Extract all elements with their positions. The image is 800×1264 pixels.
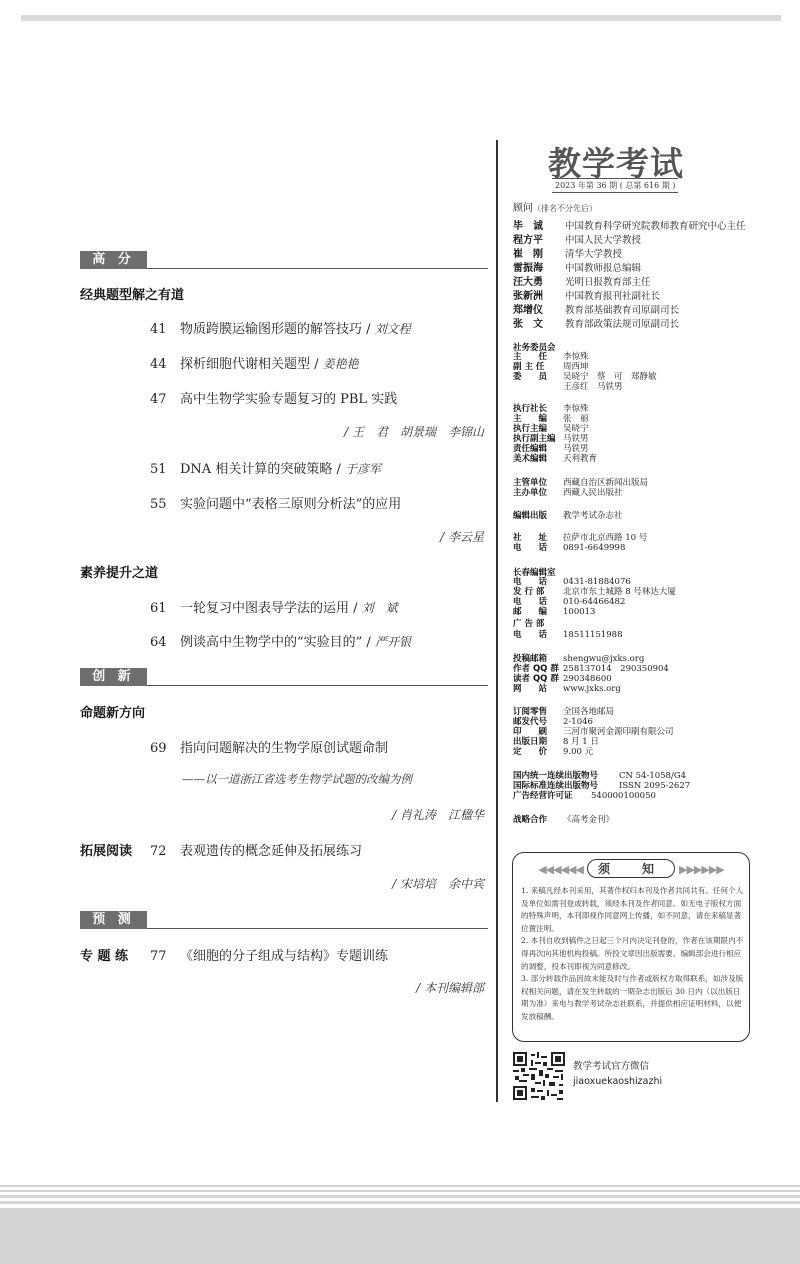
masthead-value: 8 月 1 日 <box>563 737 599 747</box>
page-number: 64 <box>150 635 167 650</box>
masthead-value: 马铁男 <box>563 434 589 444</box>
page-number: 41 <box>150 322 167 337</box>
masthead-row <box>513 587 676 597</box>
masthead-row <box>513 362 589 372</box>
right-arrows-icon: ▶▶▶▶▶▶ <box>679 863 724 876</box>
masthead-row <box>513 707 614 717</box>
masthead-row <box>513 747 593 757</box>
masthead-row <box>513 717 593 727</box>
masthead-value: 2-1046 <box>563 717 593 727</box>
masthead-key: 电 话 <box>513 630 548 640</box>
masthead-key: 出版日期 <box>513 737 548 747</box>
section-tab: 高 分 <box>80 251 147 269</box>
masthead-key: 执行主编 <box>513 424 548 434</box>
subsection-title: 经典题型解之有道 <box>80 288 185 303</box>
page-number: 51 <box>150 462 167 477</box>
toc-entry[interactable] <box>150 840 362 859</box>
toc-entry[interactable] <box>150 458 381 477</box>
notice-item: 2. 本刊自收到稿件之日起三个月内决定刊登的，作者在该期限内不得再次向其他机构投稿。所投文章因出版需要，编辑部会进行相应的调整，投本刊即视为同意修改。 <box>521 936 744 971</box>
wechat-id: jiaoxuekaoshizazhi <box>573 1076 663 1087</box>
advisor-title: 中国人民大学教授 <box>565 235 642 246</box>
masthead-value: 全国各地邮局 <box>563 707 615 717</box>
masthead-row <box>513 727 674 737</box>
page-number: 44 <box>150 357 167 372</box>
masthead-row <box>513 674 612 684</box>
masthead-value: 258137014 290350904 <box>563 664 669 674</box>
masthead-key: 执行社长 <box>513 404 548 414</box>
article-author: 刘文程 <box>374 322 411 336</box>
masthead-key: 网 站 <box>513 684 548 694</box>
masthead-key: 邮 编 <box>513 607 548 617</box>
advisor-name: 郑增仪 <box>513 305 543 316</box>
toc-entry[interactable] <box>150 493 401 512</box>
advisor-name: 张 文 <box>513 319 543 330</box>
masthead-row <box>513 737 599 747</box>
masthead-row <box>513 543 625 553</box>
toc-entry[interactable] <box>150 353 359 372</box>
article-author: / 宋培培 余中宾 <box>392 877 484 891</box>
masthead-row <box>513 791 656 801</box>
masthead-value: 张 丽 <box>563 414 589 424</box>
masthead-key: 主 任 <box>513 352 548 362</box>
committee-title: 社务委员会 <box>513 343 556 353</box>
masthead-key: 委 员 <box>513 372 548 382</box>
advisor-row <box>513 287 660 302</box>
masthead-key: 定 价 <box>513 747 548 757</box>
subsection-title: 素养提升之道 <box>80 566 159 581</box>
masthead-value: 李惊殊 <box>563 404 589 414</box>
subsection-title: 命题新方向 <box>80 706 146 721</box>
masthead-value: 周西坤 <box>563 362 589 372</box>
masthead-value: shengwu@jxks.org <box>563 654 645 664</box>
advisor-row <box>513 245 622 260</box>
advisor-title: 教育部基础教育司原副司长 <box>565 305 680 316</box>
masthead-key: 邮发代号 <box>513 717 548 727</box>
masthead-value: ISSN 2095-2627 <box>619 781 691 791</box>
advisor-name: 雷振海 <box>513 263 543 274</box>
masthead-key: 社 址 <box>513 533 548 543</box>
advisor-row <box>513 273 651 288</box>
masthead-key: 投稿邮箱 <box>513 654 548 664</box>
wechat-qr-code[interactable] <box>513 1052 565 1100</box>
masthead-value: 吴晓宁 <box>563 424 589 434</box>
advisor-name: 程方平 <box>513 235 543 246</box>
notice-header <box>513 859 749 878</box>
masthead-value: 马铁男 <box>563 444 589 454</box>
section-tab: 预 测 <box>80 911 147 929</box>
masthead-key: 战略合作 <box>513 815 548 825</box>
masthead-value: 010-64466482 <box>563 597 626 607</box>
masthead-key: 作者 QQ 群 <box>513 664 559 674</box>
journal-logo: 教学考试 <box>548 144 684 183</box>
advisor-title: 中国教育报刊社副社长 <box>565 291 661 302</box>
page-number: 61 <box>150 601 167 616</box>
masthead-value: 《高考金刊》 <box>563 815 615 825</box>
masthead-row <box>513 664 669 674</box>
masthead-row <box>513 607 595 617</box>
section-yuce <box>80 911 488 929</box>
section-chuangxin <box>80 668 488 686</box>
advisor-name: 崔 刚 <box>513 249 543 260</box>
masthead-value: 三河市聚河金源印刷有限公司 <box>563 727 674 737</box>
page-number: 69 <box>150 741 167 756</box>
advisor-name: 张新洲 <box>513 291 543 302</box>
article-author: 于彦军 <box>344 462 381 476</box>
masthead-value: 100013 <box>563 607 596 617</box>
article-author: / 本刊编辑部 <box>416 981 484 995</box>
column-divider <box>496 140 498 1102</box>
masthead-key: 主管单位 <box>513 478 548 488</box>
left-arrows-icon: ◀◀◀◀◀◀ <box>538 863 583 876</box>
masthead-row <box>513 619 563 629</box>
masthead-key: 发 行 部 <box>513 587 545 597</box>
advisor-row <box>513 231 641 246</box>
toc-entry[interactable] <box>150 388 397 407</box>
page-number: 72 <box>150 844 167 859</box>
article-title: 例谈高中生物学中的“实验目的” / <box>180 635 375 650</box>
masthead-value: 王彦红 马铁男 <box>563 382 623 392</box>
article-title: 表观遗传的概念延伸及拓展练习 <box>180 844 363 859</box>
page-number: 77 <box>150 949 167 964</box>
masthead-key: 广告经营许可证 <box>513 791 573 801</box>
masthead-row <box>513 511 623 521</box>
advisor-title: 中国教育科学研究院教师教育研究中心主任 <box>565 221 746 232</box>
masthead-key: 广 告 部 <box>513 619 545 629</box>
masthead-row <box>513 478 648 488</box>
article-title: 高中生物学实验专题复习的 PBL 实践 <box>180 392 398 407</box>
section-rule <box>147 685 488 686</box>
section-gaofen <box>80 251 488 269</box>
masthead-row <box>513 654 644 664</box>
article-subtitle: ——以一道浙江省选考生物学试题的改编为例 <box>182 772 412 786</box>
masthead-row <box>513 372 657 382</box>
masthead-key: 订阅零售 <box>513 707 548 717</box>
toc-entry[interactable] <box>150 945 388 964</box>
article-title: 一轮复习中图表导学法的运用 / <box>180 601 362 616</box>
advisor-title: 清华大学教授 <box>565 249 623 260</box>
advisors-note: （排名不分先后） <box>533 204 597 213</box>
stripe <box>0 1190 800 1192</box>
article-author: 刘 斌 <box>361 601 398 615</box>
masthead-key: 读者 QQ 群 <box>513 674 559 684</box>
advisor-title: 中国教师报总编辑 <box>565 263 642 274</box>
masthead-value: 18511151988 <box>563 630 623 640</box>
column-label: 专 题 练 <box>80 949 129 964</box>
column-label: 拓展阅读 <box>80 844 133 859</box>
masthead-value: 教学考试杂志社 <box>563 511 623 521</box>
masthead-row <box>513 444 589 454</box>
stripe <box>0 1201 800 1204</box>
masthead-row <box>513 630 623 640</box>
masthead-row <box>513 488 623 498</box>
masthead-row <box>513 533 647 543</box>
advisor-row <box>513 315 679 330</box>
masthead-key: 电 话 <box>513 597 548 607</box>
article-author: / 肖礼涛 江楹华 <box>392 808 484 822</box>
masthead-row <box>513 577 631 587</box>
section-tab: 创 新 <box>80 668 147 686</box>
section-rule <box>147 928 488 929</box>
masthead-row <box>513 404 589 414</box>
page-number: 47 <box>150 392 167 407</box>
masthead-value: 西藏人民出版社 <box>563 488 623 498</box>
masthead-key: 编辑出版 <box>513 511 548 521</box>
article-title: 《细胞的分子组成与结构》专题训练 <box>180 949 389 964</box>
notice-title: 须 知 <box>587 859 675 878</box>
advisor-title: 光明日报教育部主任 <box>565 277 651 288</box>
article-title: DNA 相关计算的突破策略 / <box>180 462 345 477</box>
notice-box <box>512 852 750 1042</box>
masthead-row <box>513 424 589 434</box>
masthead-row <box>513 454 597 464</box>
masthead-row <box>513 781 690 791</box>
masthead-row <box>513 684 621 694</box>
masthead-value: 9.00 元 <box>563 747 594 757</box>
section-rule <box>147 268 488 269</box>
masthead-row <box>513 815 614 825</box>
article-title: 实验问题中“表格三原则分析法”的应用 <box>180 497 402 512</box>
masthead-row <box>513 597 625 607</box>
masthead-key: 责任编辑 <box>513 444 548 454</box>
masthead-row <box>513 771 686 781</box>
issue-number: 2023 年第 36 期 ( 总第 616 期 ) <box>552 178 678 193</box>
masthead-key: 执行副主编 <box>513 434 556 444</box>
advisor-row <box>513 217 746 232</box>
notice-body <box>521 885 745 1024</box>
top-rule <box>21 15 781 21</box>
article-title: 探析细胞代谢相关题型 / <box>180 357 323 372</box>
masthead-key: 副 主 任 <box>513 362 545 372</box>
masthead-key: 主办单位 <box>513 488 548 498</box>
masthead-value: 拉萨市北京西路 10 号 <box>563 533 648 543</box>
masthead-row <box>513 414 589 424</box>
advisor-row <box>513 301 679 316</box>
article-author: / 李云星 <box>440 530 484 544</box>
masthead-key: 电 话 <box>513 577 548 587</box>
footer-stripes <box>0 1185 800 1264</box>
masthead-key: 印 刷 <box>513 727 548 737</box>
advisors-label: 顾问 <box>513 203 533 214</box>
masthead-row <box>513 434 589 444</box>
advisor-name: 毕 诚 <box>513 221 543 232</box>
masthead-row <box>513 382 623 392</box>
masthead-key: 国内统一连续出版物号 <box>513 771 599 781</box>
page-number: 55 <box>150 497 167 512</box>
masthead-key: 电 话 <box>513 543 548 553</box>
masthead-value: 0431-81884076 <box>563 577 631 587</box>
toc-entry[interactable] <box>150 597 398 616</box>
toc-entry[interactable] <box>150 318 411 337</box>
advisors-heading <box>513 199 597 214</box>
stripe <box>0 1195 800 1198</box>
masthead-key: 国际标准连续出版物号 <box>513 781 599 791</box>
cc-title: 长春编辑室 <box>513 568 556 578</box>
advisor-title: 教育部政策法规司原副司长 <box>565 319 680 330</box>
masthead-value: 290348600 <box>563 674 612 684</box>
masthead-value: 0891-6649998 <box>563 543 626 553</box>
toc-entry[interactable] <box>150 631 411 650</box>
advisor-row <box>513 259 641 274</box>
notice-item: 3. 部分转载作品因故未能及时与作者或版权方取得联系，如涉及版权相关问题，请在发生转载的一期杂志出版后 30 日内（以出版日期为准）来电与教学考试杂志社联系，并提供相应证明材料，以便发放稿酬。 <box>521 974 744 1021</box>
article-title: 物质跨膜运输图形题的解答技巧 / <box>180 322 375 337</box>
masthead-value: 天利教育 <box>563 454 598 464</box>
masthead-value: 李惊殊 <box>563 352 589 362</box>
article-author: 严开银 <box>374 635 411 649</box>
masthead-key: 美术编辑 <box>513 454 548 464</box>
masthead-value: 吴晓宁 蔡 可 郑静敏 <box>563 372 657 382</box>
article-title: 指向问题解决的生物学原创试题命制 <box>180 741 389 756</box>
stripe <box>0 1208 800 1264</box>
notice-item: 1. 来稿凡经本刊采用，其著作权归本刊及作者共同共有。任何个人及单位如需刊登或转载，须经本刊及作者同意。如无电子版权方面的特殊声明，本刊即视作同意网上传播，如不同意，请在来稿显著位置注明。 <box>521 886 744 933</box>
advisor-name: 汪大勇 <box>513 277 543 288</box>
masthead-value: 540000100050 <box>591 791 656 801</box>
wechat-label: 教学考试官方微信 <box>573 1061 650 1072</box>
stripe <box>0 1185 800 1187</box>
masthead-value: www.jxks.org <box>563 684 621 694</box>
masthead-value: 西藏自治区新闻出版局 <box>563 478 649 488</box>
masthead-value: CN 54-1058/G4 <box>619 771 687 781</box>
article-author: 姜艳艳 <box>322 357 359 371</box>
masthead-key: 主 编 <box>513 414 548 424</box>
toc-entry[interactable] <box>150 737 388 756</box>
article-author: / 王 君 胡景瑞 李锦山 <box>344 425 484 439</box>
masthead-value: 北京市东土城路 8 号林达大厦 <box>563 587 676 597</box>
masthead-row <box>513 352 589 362</box>
